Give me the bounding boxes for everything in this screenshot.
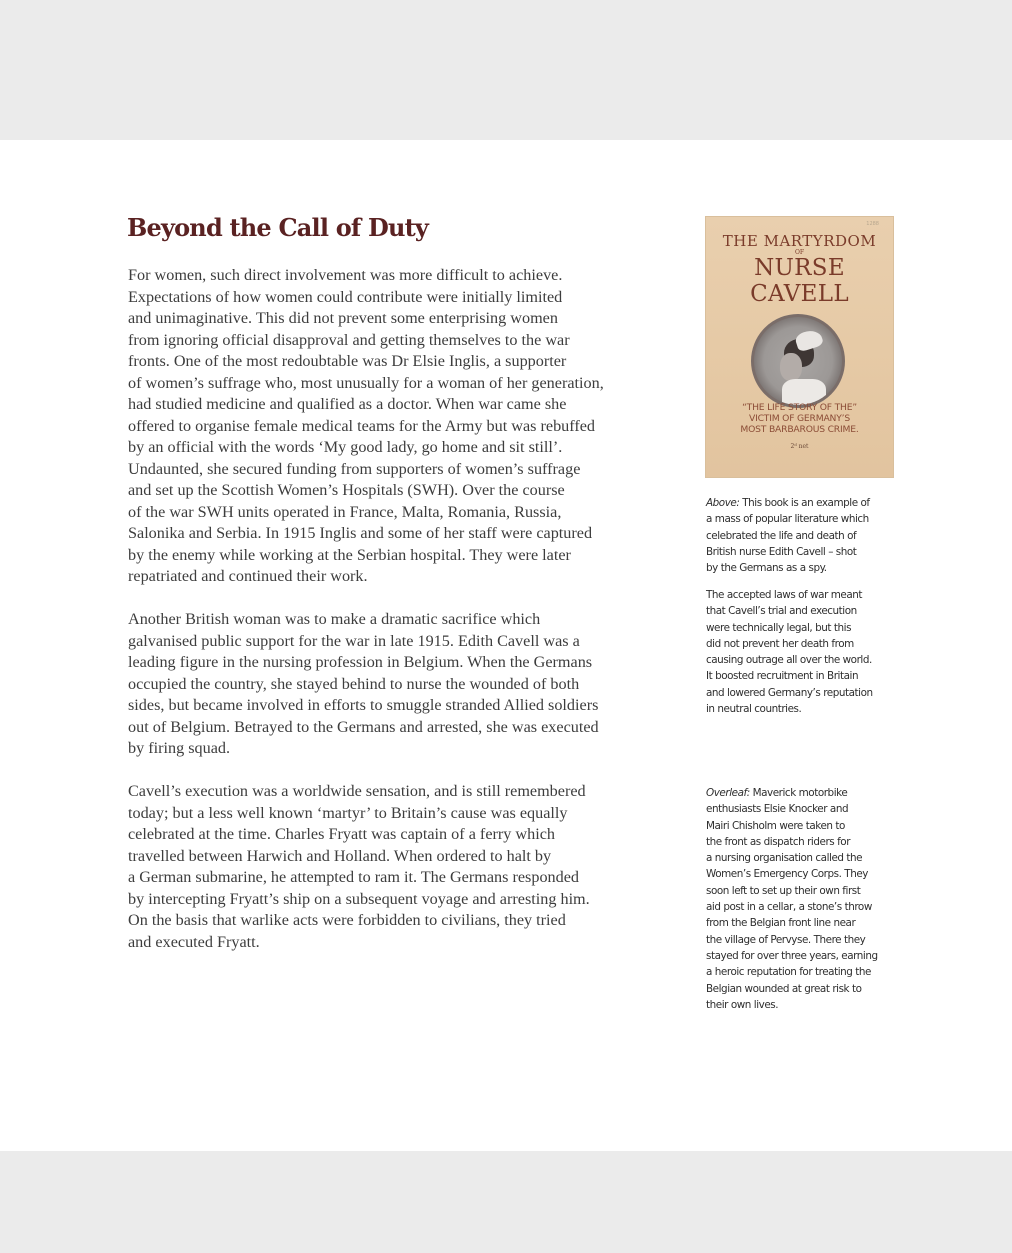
- cover-title-line2: NURSE CAVELL: [750, 255, 849, 307]
- text-line: by intercepting Fryatt’s ship on a subsequent voyage and arresting him.: [128, 889, 590, 908]
- caption-text: Maverick motorbike: [749, 787, 848, 799]
- caption-lead: Above:: [706, 497, 740, 509]
- caption-line: [706, 785, 896, 801]
- text-line: galvanised public support for the war in late 1915. Edith Cavell was a: [128, 631, 580, 650]
- text-line: Salonika and Serbia. In 1915 Inglis and some of her staff were captured: [128, 524, 593, 542]
- text-line: Another British woman was to make a dramatic sacrifice which: [128, 610, 541, 628]
- text-line: celebrated at the time. Charles Fryatt was captain of a ferry which: [128, 825, 555, 843]
- caption-line: from the Belgian front line near: [706, 917, 856, 930]
- cover-library-stamp: 1288: [866, 221, 879, 227]
- caption-line: Women’s Emergency Corps. They: [706, 868, 868, 881]
- text-line: and executed Fryatt.: [128, 932, 260, 951]
- caption-line: British nurse Edith Cavell – shot: [706, 545, 857, 558]
- text-line: a German submarine, he attempted to ram it. The Germans responded: [128, 868, 580, 886]
- text-line: repatriated and continued their work.: [128, 567, 368, 585]
- caption-line: the front as dispatch riders for: [706, 835, 851, 848]
- caption-line: The accepted laws of war meant: [706, 589, 863, 601]
- paragraph-inglis: [128, 265, 658, 588]
- cover-subtitle-line: VICTIM OF GERMANY’S: [749, 413, 850, 424]
- caption-text: This book is an example of: [739, 497, 870, 509]
- caption-line: by the Germans as a spy.: [706, 562, 827, 575]
- cover-title-line1: THE MARTYRDOM: [722, 232, 877, 250]
- text-line: occupied the country, she stayed behind to nurse the wounded of both: [128, 674, 580, 693]
- bottom-margin-band: [0, 1151, 1012, 1253]
- caption-line: did not prevent her death from: [706, 637, 854, 650]
- caption-line: enthusiasts Elsie Knocker and: [706, 803, 849, 816]
- portrait-face: [780, 353, 802, 381]
- cover-title-of: OF: [794, 249, 805, 256]
- cover-subtitle-line: “THE LIFE STORY OF THE”: [742, 402, 857, 413]
- text-line: offered to organise female medical teams for the Army but was rebuffed: [128, 416, 596, 435]
- caption-line: their own lives.: [706, 998, 779, 1011]
- caption-line: a mass of popular literature which: [706, 513, 869, 526]
- paragraph-cavell: [128, 609, 658, 760]
- caption-line: stayed for over three years, earning: [706, 949, 878, 962]
- page-title: Beyond the Call of Duty: [127, 213, 429, 242]
- caption-line: celebrated the life and death of: [706, 529, 857, 542]
- text-line: had studied medicine and qualified as a doctor. When war came she: [128, 395, 567, 413]
- text-line: Undaunted, she secured funding from supporters of women’s suffrage: [128, 459, 581, 478]
- caption-lead: Overleaf:: [706, 787, 750, 799]
- caption-line: a nursing organisation called the: [706, 852, 863, 865]
- text-line: On the basis that warlike acts were forbidden to civilians, they tried: [128, 911, 566, 929]
- text-line: of women’s suffrage who, most unusually for a woman of her generation,: [128, 373, 604, 392]
- text-line: sides, but became involved in efforts to smuggle stranded Allied soldiers: [128, 696, 599, 714]
- portrait-nurse-cap: [794, 327, 824, 352]
- caption-line: a heroic reputation for treating the: [706, 966, 871, 979]
- caption-above: [706, 495, 896, 576]
- book-page: [0, 140, 1012, 1151]
- text-line: travelled between Harwich and Holland. When ordered to halt by: [128, 846, 552, 865]
- book-cover-image: [705, 216, 894, 478]
- text-line: by an official with the words ‘My good lady, go home and sit still’.: [128, 438, 563, 456]
- cover-subtitle: [706, 402, 893, 435]
- text-line: Expectations of how women could contribute were initially limited: [128, 287, 563, 306]
- top-margin-band: [0, 0, 1012, 140]
- text-line: by the enemy while working at the Serbian hospital. They were later: [128, 545, 571, 564]
- text-line: from ignoring official disapproval and getting themselves to the war: [128, 330, 570, 349]
- text-line: For women, such direct involvement was more difficult to achieve.: [128, 266, 563, 284]
- caption-line: were technically legal, but this: [706, 621, 852, 634]
- text-line: and set up the Scottish Women’s Hospitals (SWH). Over the course: [128, 481, 565, 499]
- caption-line: causing outrage all over the world.: [706, 654, 872, 667]
- caption-line: in neutral countries.: [706, 703, 802, 716]
- text-line: and unimaginative. This did not prevent some enterprising women: [128, 309, 558, 327]
- caption-line: aid post in a cellar, a stone’s throw: [706, 901, 872, 914]
- caption-overleaf: [706, 785, 896, 1013]
- caption-line: soon left to set up their own first: [706, 884, 861, 897]
- paragraph-fryatt: [128, 781, 658, 953]
- caption-line: It boosted recruitment in Britain: [706, 670, 859, 683]
- caption-line: Belgian wounded at great risk to: [706, 982, 862, 995]
- nurse-portrait-image: [751, 314, 845, 408]
- caption-laws-of-war: [706, 587, 896, 717]
- text-line: Cavell’s execution was a worldwide sensation, and is still remembered: [128, 782, 586, 800]
- text-line: leading figure in the nursing profession in Belgium. When the Germans: [128, 653, 593, 671]
- caption-line: Mairi Chisholm were taken to: [706, 819, 845, 832]
- caption-line: that Cavell’s trial and execution: [706, 605, 857, 618]
- cover-subtitle-line: MOST BARBAROUS CRIME.: [740, 424, 859, 435]
- text-line: today; but a less well known ‘martyr’ to Britain’s cause was equally: [128, 803, 568, 822]
- cover-price: 2ᵈ net: [790, 443, 809, 450]
- text-line: out of Belgium. Betrayed to the Germans and arrested, she was executed: [128, 717, 599, 736]
- caption-line: the village of Pervyse. There they: [706, 933, 866, 946]
- text-line: of the war SWH units operated in France, Malta, Romania, Russia,: [128, 502, 562, 521]
- text-line: fronts. One of the most redoubtable was Dr Elsie Inglis, a supporter: [128, 352, 567, 370]
- caption-line: and lowered Germany’s reputation: [706, 686, 873, 699]
- text-line: by firing squad.: [128, 739, 231, 757]
- caption-line: [706, 495, 896, 511]
